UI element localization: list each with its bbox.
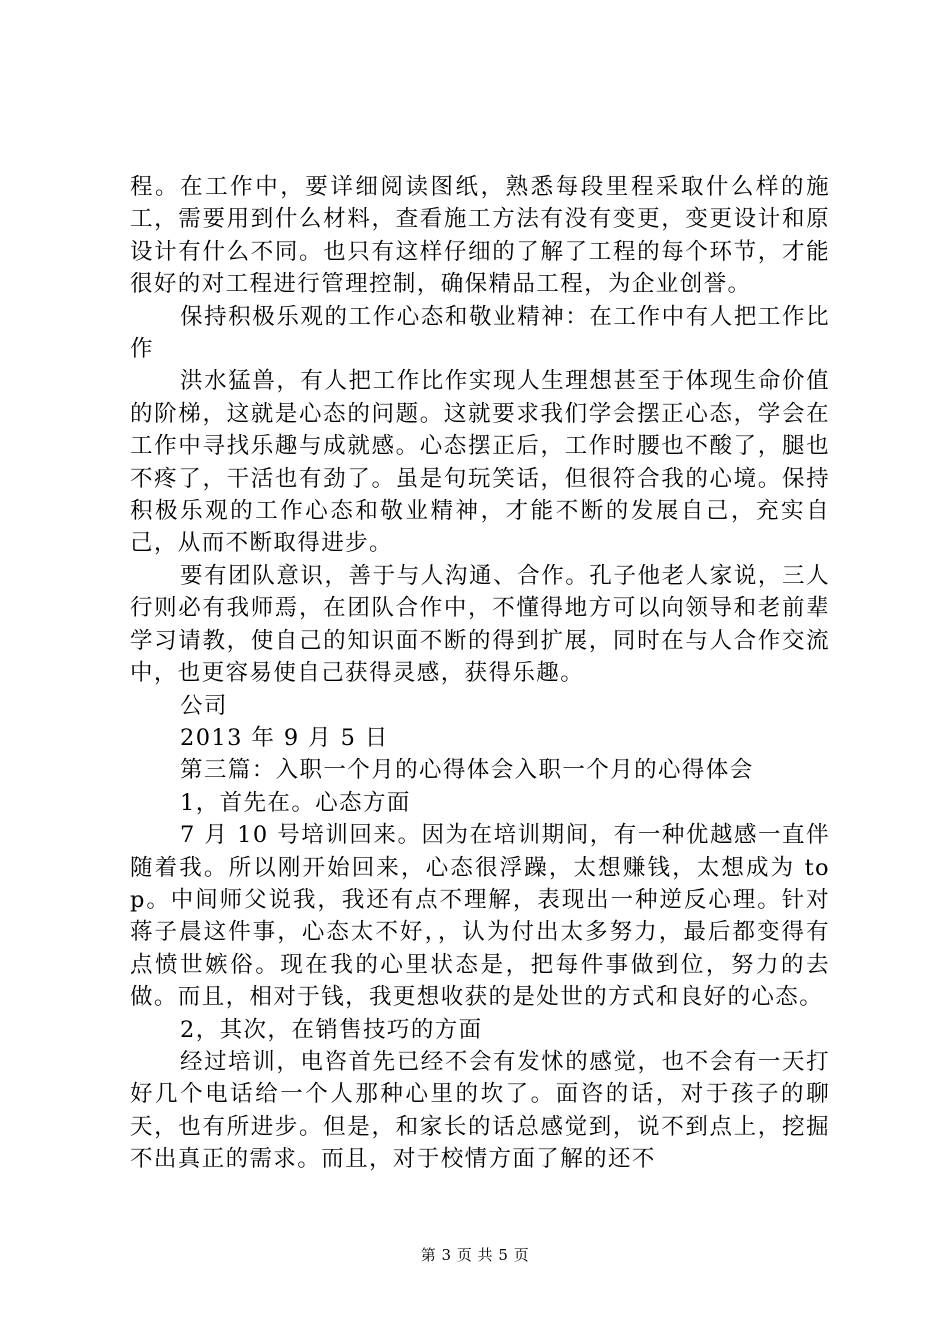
paragraph-attitude-body: 洪水猛兽，有人把工作比作实现人生理想甚至于体现生命价值的阶梯，这就是心态的问题。这就要求我们学会摆正心态，学会在工作中寻找乐趣与成就感。心态摆正后，工作时腰也不酸了，腿也不疼了，干活也有劲了。虽是句玩笑话，但很符合我的心境。保持积极乐观的工作心态和敬业精神，才能不断的发展自己，充实自己，从而不断取得进步。 <box>130 368 830 557</box>
paragraph-teamwork: 要有团队意识，善于与人沟通、合作。孔子他老人家说，三人行则必有我师焉，在团队合作中，不懂得地方可以向领导和老前辈学习请教，使自己的知识面不断的得到扩展，同时在与人合作交流中，也更容易使自己获得灵感，获得乐趣。 <box>130 562 830 687</box>
document-body <box>130 171 830 1176</box>
paragraph-mindset: 7 月 10 号培训回来。因为在培训期间，有一种优越感一直伴随着我。所以刚开始回来，心态很浮躁，太想赚钱，太想成为 top。中间师父说我，我还有点不理解，表现出一种逆反心理。针对蒋子晨这件事，心态太不好，，认为付出太多努力，最后都变得有点愤世嫉俗。现在我的心里状态是，把每件事做到位，努力的去做。而且，相对于钱，我更想收获的是处世的方式和良好的心态。 <box>130 822 830 1011</box>
page-footer: 第 3 页 共 5 页 <box>420 1246 530 1264</box>
paragraph-sales-skills: 经过培训，电咨首先已经不会有发怵的感觉，也不会有一天打好几个电话给一个人那种心里的坎了。面咨的话，对于孩子的聊天，也有所进步。但是，和家长的话总感觉到，说不到点上，挖掘不出真正的需求。而且，对于校情方面了解的还不 <box>130 1048 830 1173</box>
subheading-mindset: 1，首先在。心态方面 <box>180 789 411 816</box>
subheading-sales-skills: 2，其次，在销售技巧的方面 <box>180 1016 483 1043</box>
signature-date: 2013 年 9 月 5 日 <box>180 724 389 751</box>
paragraph-continuation: 程。在工作中，要详细阅读图纸，熟悉每段里程采取什么样的施工，需要用到什么材料，查看施工方法有没有变更，变更设计和原设计有什么不同。也只有这样仔细的了解了工程的每个环节，才能很好的对工程进行管理控制，确保精品工程，为企业创誉。 <box>130 174 830 298</box>
signature-company: 公司 <box>180 692 228 719</box>
section-title: 第三篇：入职一个月的心得体会入职一个月的心得体会 <box>180 757 754 784</box>
paragraph-attitude-heading: 保持积极乐观的工作心态和敬业精神：在工作中有人把工作比作 <box>130 303 830 363</box>
